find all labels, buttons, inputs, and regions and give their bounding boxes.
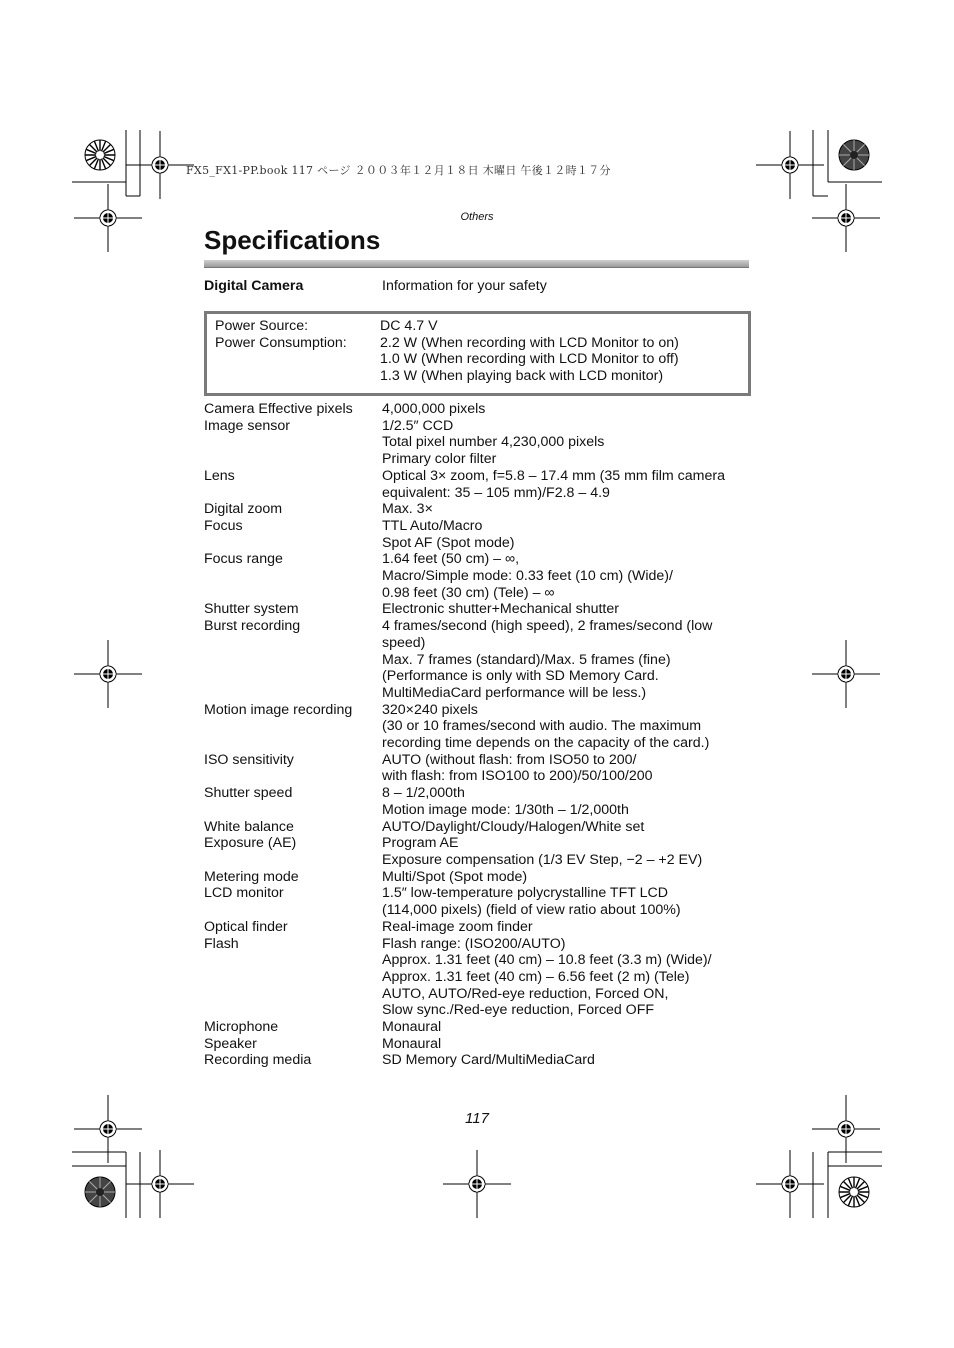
spec-label: Image sensor bbox=[204, 417, 290, 434]
spec-values bbox=[382, 819, 954, 836]
spec-value-line: Program AE bbox=[382, 835, 459, 852]
digital-camera-subtitle: Information for your safety bbox=[382, 278, 547, 294]
spec-row bbox=[0, 919, 954, 936]
spec-value-line: Max. 3× bbox=[382, 501, 433, 518]
spec-value-line: TTL Auto/Macro bbox=[382, 517, 483, 534]
spec-label: Exposure (AE) bbox=[204, 835, 297, 852]
spec-row bbox=[0, 551, 954, 601]
spec-values bbox=[382, 835, 954, 868]
spec-row bbox=[0, 835, 954, 868]
spec-label: Focus bbox=[204, 517, 243, 534]
spec-value-line: 4,000,000 pixels bbox=[382, 401, 486, 417]
spec-value-line: Monaural bbox=[382, 1019, 442, 1036]
spec-value-line: (30 or 10 frames/second with audio. The maximum bbox=[382, 718, 702, 735]
spec-value-line: Multi/Spot (Spot mode) bbox=[382, 868, 528, 885]
spec-value-line: 4 frames/second (high speed), 2 frames/second (low bbox=[382, 618, 713, 635]
spec-label: Microphone bbox=[204, 1019, 279, 1036]
power-consumption-value: 1.0 W (When recording with LCD Monitor to off) bbox=[380, 351, 679, 367]
spec-label: Speaker bbox=[204, 1035, 257, 1052]
spec-values bbox=[382, 551, 954, 601]
spec-row bbox=[0, 601, 954, 618]
power-consumption-value: 1.3 W (When playing back with LCD monitor) bbox=[380, 368, 664, 384]
spec-row bbox=[0, 819, 954, 836]
spec-value-line: SD Memory Card/MultiMediaCard bbox=[382, 1052, 595, 1069]
spec-value-line: 0.98 feet (30 cm) (Tele) – ∞ bbox=[382, 584, 555, 601]
spec-values bbox=[382, 1052, 954, 1069]
power-source-value: DC 4.7 V bbox=[380, 318, 438, 334]
spec-value-line: recording time depends on the capacity of the card.) bbox=[382, 735, 710, 752]
spec-row bbox=[0, 702, 954, 752]
spec-row bbox=[0, 418, 954, 468]
spec-values bbox=[382, 601, 954, 618]
spec-row bbox=[0, 785, 954, 818]
spec-value-line: 8 – 1/2,000th bbox=[382, 785, 465, 802]
spec-value-line: Monaural bbox=[382, 1035, 442, 1052]
spec-values bbox=[382, 418, 954, 468]
spec-row bbox=[0, 401, 954, 418]
spec-row bbox=[0, 518, 954, 551]
spec-values bbox=[382, 785, 954, 818]
spec-value-line: Approx. 1.31 feet (40 cm) – 10.8 feet (3.3 m) (Wide)/ bbox=[382, 952, 712, 969]
spec-values bbox=[382, 618, 954, 702]
spec-label: Lens bbox=[204, 467, 235, 484]
spec-row bbox=[0, 618, 954, 702]
spec-value-line: with flash: from ISO100 to 200)/50/100/200 bbox=[382, 768, 653, 785]
power-consumption-label: Power Consumption: bbox=[215, 335, 347, 351]
title-rule bbox=[204, 260, 749, 268]
spec-values bbox=[382, 919, 954, 936]
digital-camera-heading: Digital Camera bbox=[204, 278, 304, 294]
spec-label: White balance bbox=[204, 818, 294, 835]
print-header-line: FX5_FX1-PP.book 117 ページ ２００３年１２月１８日 木曜日 午後１２時１７分 bbox=[186, 164, 611, 177]
spec-value-line: AUTO/Daylight/Cloudy/Halogen/White set bbox=[382, 818, 645, 835]
spec-value-line: Primary color filter bbox=[382, 451, 497, 468]
spec-value-line: 320×240 pixels bbox=[382, 701, 478, 718]
spec-value-line: (Performance is only with SD Memory Card. bbox=[382, 668, 659, 685]
spec-label: Shutter system bbox=[204, 601, 299, 618]
spec-row bbox=[0, 885, 954, 918]
spec-label: Optical finder bbox=[204, 918, 288, 935]
spec-values bbox=[382, 869, 954, 886]
spec-value-line: 1/2.5″ CCD bbox=[382, 417, 454, 434]
spec-value-line: AUTO (without flash: from ISO50 to 200/ bbox=[382, 751, 637, 768]
spec-label: LCD monitor bbox=[204, 885, 284, 902]
spec-value-line: speed) bbox=[382, 634, 426, 651]
spec-values bbox=[382, 518, 954, 551]
spec-value-line: Flash range: (ISO200/AUTO) bbox=[382, 935, 566, 952]
spec-value-line: Max. 7 frames (standard)/Max. 5 frames (fine) bbox=[382, 651, 671, 668]
spec-values bbox=[382, 702, 954, 752]
spec-row bbox=[0, 1019, 954, 1036]
spec-value-line: 1.64 feet (50 cm) – ∞, bbox=[382, 551, 520, 568]
spec-row bbox=[0, 869, 954, 886]
spec-values bbox=[382, 468, 954, 501]
spec-values bbox=[382, 752, 954, 785]
spec-values bbox=[382, 1036, 954, 1053]
spec-row bbox=[0, 468, 954, 501]
spec-value-line: Slow sync./Red-eye reduction, Forced OFF bbox=[382, 1002, 655, 1019]
spec-value-line: Optical 3× zoom, f=5.8 – 17.4 mm (35 mm film camera bbox=[382, 467, 725, 484]
spec-value-line: 1.5″ low-temperature polycrystalline TFT LCD bbox=[382, 885, 668, 902]
spec-value-line: Approx. 1.31 feet (40 cm) – 6.56 feet (2 m) (Tele) bbox=[382, 968, 690, 985]
spec-value-line: Motion image mode: 1/30th – 1/2,000th bbox=[382, 801, 629, 818]
spec-values bbox=[382, 1019, 954, 1036]
spec-label: Digital zoom bbox=[204, 501, 283, 518]
spec-value-line: MultiMediaCard performance will be less.) bbox=[382, 684, 647, 701]
spec-value-line: AUTO, AUTO/Red-eye reduction, Forced ON, bbox=[382, 985, 669, 1002]
spec-row bbox=[0, 1036, 954, 1053]
spec-label: Shutter speed bbox=[204, 785, 293, 802]
spec-value-line: Spot AF (Spot mode) bbox=[382, 534, 515, 551]
spec-values bbox=[382, 401, 954, 418]
spec-label: Focus range bbox=[204, 551, 283, 568]
spec-value-line: (114,000 pixels) (field of view ratio about 100%) bbox=[382, 902, 681, 919]
spec-value-line: Exposure compensation (1/3 EV Step, −2 – +2 EV) bbox=[382, 851, 703, 868]
spec-values bbox=[382, 936, 954, 1020]
spec-label: Recording media bbox=[204, 1052, 312, 1069]
spec-label: Burst recording bbox=[204, 618, 301, 635]
page-title: Specifications bbox=[204, 225, 381, 255]
spec-label: ISO sensitivity bbox=[204, 751, 294, 768]
spec-value-line: Electronic shutter+Mechanical shutter bbox=[382, 601, 619, 618]
spec-label: Camera Effective pixels bbox=[204, 401, 353, 417]
spec-row bbox=[0, 752, 954, 785]
spec-row bbox=[0, 936, 954, 1020]
spec-value-line: Macro/Simple mode: 0.33 feet (10 cm) (Wide)/ bbox=[382, 568, 673, 585]
spec-value-line: Total pixel number 4,230,000 pixels bbox=[382, 434, 605, 451]
spec-value-line: equivalent: 35 – 105 mm)/F2.8 – 4.9 bbox=[382, 484, 610, 501]
spec-value-line: Real-image zoom finder bbox=[382, 918, 533, 935]
spec-values bbox=[382, 501, 954, 518]
spec-list bbox=[0, 401, 954, 1069]
page-number: 117 bbox=[465, 1110, 489, 1127]
spec-label: Metering mode bbox=[204, 868, 299, 885]
spec-row bbox=[0, 1052, 954, 1069]
power-source-label: Power Source: bbox=[215, 318, 309, 334]
spec-values bbox=[382, 885, 954, 918]
spec-row bbox=[0, 501, 954, 518]
spec-label: Motion image recording bbox=[204, 701, 353, 718]
power-consumption-value: 2.2 W (When recording with LCD Monitor to on) bbox=[380, 335, 679, 351]
section-label: Others bbox=[460, 211, 494, 223]
spec-label: Flash bbox=[204, 935, 239, 952]
